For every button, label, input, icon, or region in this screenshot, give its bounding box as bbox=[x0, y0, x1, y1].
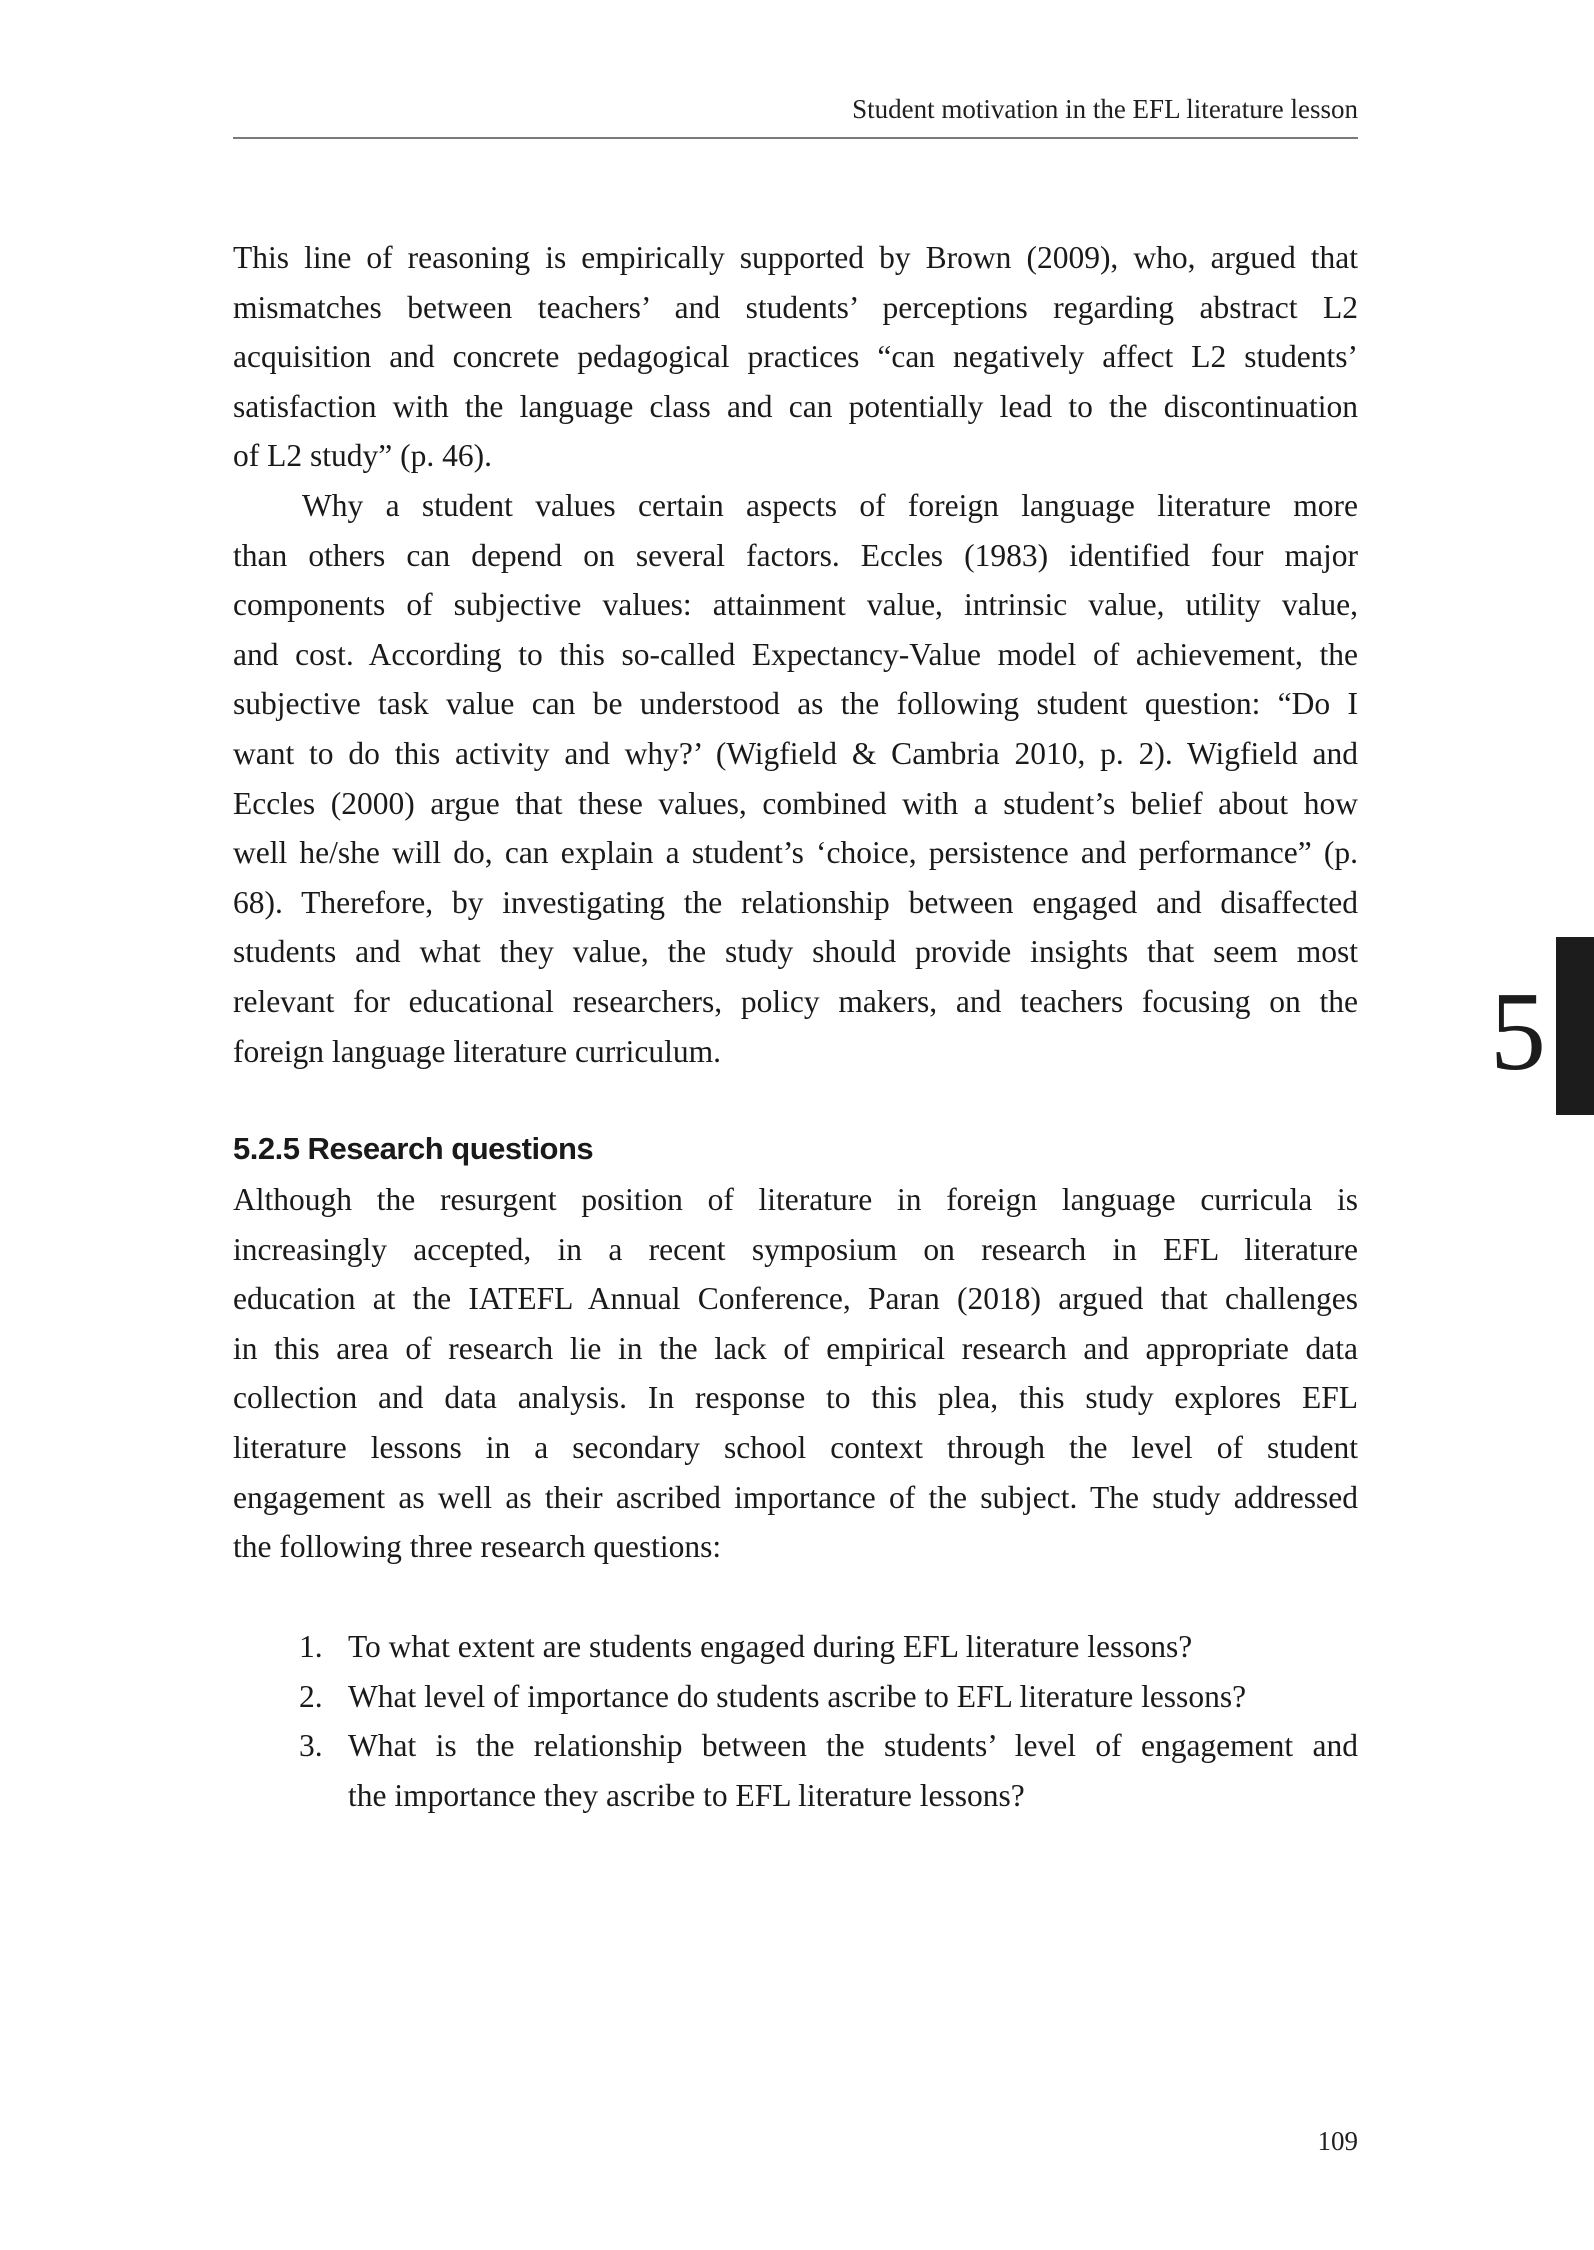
text-line: satisfaction with the language class and can potentially lead to the discontinuation bbox=[233, 388, 1358, 424]
research-question-3 bbox=[233, 1721, 1358, 1820]
research-question-1 bbox=[233, 1622, 1358, 1672]
text-line: well he/she will do, can explain a student’s ‘choice, persistence and performance” (p. bbox=[233, 835, 1358, 871]
text-line: 68). Therefore, by investigating the relationship between engaged and disaffected bbox=[233, 884, 1358, 920]
text-line: mismatches between teachers’ and students’ perceptions regarding abstract L2 bbox=[233, 289, 1358, 325]
text-line: foreign language literature curriculum. bbox=[233, 1033, 722, 1069]
text-line: subjective task value can be understood as the following student question: “Do I bbox=[233, 686, 1358, 722]
text-line: Eccles (2000) argue that these values, combined with a student’s belief about how bbox=[233, 785, 1358, 821]
text-line: increasingly accepted, in a recent symposium on research in EFL literature bbox=[233, 1231, 1358, 1267]
header-rule bbox=[233, 137, 1358, 139]
text-line: relevant for educational researchers, policy makers, and teachers focusing on the bbox=[233, 983, 1358, 1019]
list-item-text: To what extent are students engaged during EFL literature lessons? bbox=[348, 1629, 1193, 1664]
research-questions-list bbox=[233, 1622, 1358, 1820]
body-paragraph-2 bbox=[233, 481, 1358, 1076]
text-line: the following three research questions: bbox=[233, 1529, 722, 1565]
text-line: students and what they value, the study should provide insights that seem most bbox=[233, 934, 1358, 970]
list-item-text: What is the relationship between the students’ level of engagement and bbox=[348, 1728, 1358, 1764]
text-line: of L2 study” (p. 46). bbox=[233, 438, 492, 474]
text-line: This line of reasoning is empirically supported by Brown (2009), who, argued that bbox=[233, 240, 1358, 275]
chapter-number: 5 bbox=[1490, 970, 1546, 1094]
text-line: education at the IATEFL Annual Conference, Paran (2018) argued that challenges bbox=[233, 1281, 1358, 1317]
text-line: want to do this activity and why?’ (Wigfield & Cambria 2010, p. 2). Wigfield and bbox=[233, 735, 1358, 771]
research-question-2 bbox=[233, 1672, 1358, 1722]
text-line: acquisition and concrete pedagogical practices “can negatively affect L2 students’ bbox=[233, 339, 1358, 375]
text-line: literature lessons in a secondary school context through the level of student bbox=[233, 1429, 1358, 1465]
text-line: and cost. According to this so-called Expectancy-Value model of achievement, the bbox=[233, 636, 1358, 672]
list-number: 3. bbox=[299, 1728, 323, 1764]
text-line: engagement as well as their ascribed importance of the subject. The study addressed bbox=[233, 1479, 1358, 1515]
text-line: collection and data analysis. In response to this plea, this study explores EFL bbox=[233, 1380, 1358, 1416]
text-line: in this area of research lie in the lack of empirical research and appropriate data bbox=[233, 1330, 1358, 1366]
list-item-text: the importance they ascribe to EFL literature lessons? bbox=[348, 1777, 1025, 1813]
list-number: 1. bbox=[299, 1629, 323, 1664]
running-header: Student motivation in the EFL literature lesson bbox=[852, 94, 1358, 124]
page-number: 109 bbox=[1317, 2126, 1358, 2156]
list-item-text: What level of importance do students ascribe to EFL literature lessons? bbox=[348, 1678, 1247, 1714]
chapter-thumb-tab bbox=[1556, 937, 1594, 1115]
text-line: components of subjective values: attainment value, intrinsic value, utility value, bbox=[233, 587, 1358, 623]
text-line: Although the resurgent position of literature in foreign language curricula is bbox=[233, 1182, 1358, 1217]
list-number: 2. bbox=[299, 1678, 323, 1714]
text-line: than others can depend on several factors. Eccles (1983) identified four major bbox=[233, 537, 1358, 573]
body-paragraph-1 bbox=[233, 233, 1358, 481]
text-line: Why a student values certain aspects of foreign language literature more bbox=[302, 488, 1358, 523]
section-heading: 5.2.5 Research questions bbox=[233, 1131, 594, 1166]
section-paragraph bbox=[233, 1175, 1358, 1572]
